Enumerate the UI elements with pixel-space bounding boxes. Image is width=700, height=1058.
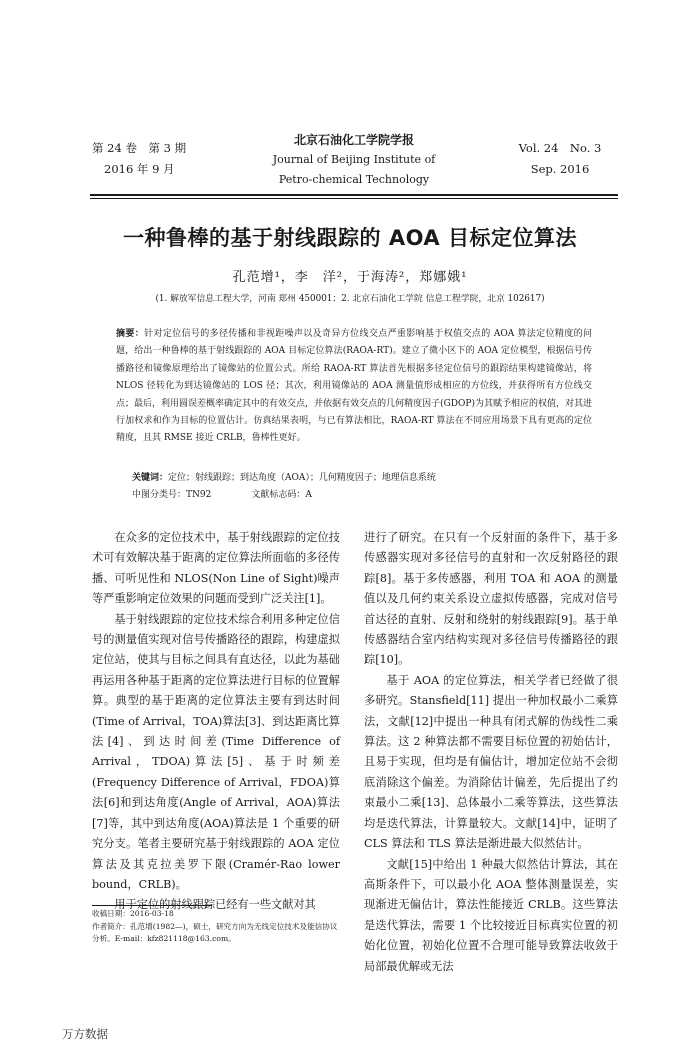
journal-name-cn: 北京石油化工学院学报	[293, 133, 414, 147]
paragraph: 在众多的定位技术中，基于射线跟踪的定位技术可有效解决基于距离的定位算法所面临的多径传播、可听见性和 NLOS(Non Line of Sight)噪声等严重影响定位效果的问题而受到广泛关注[1]。	[92, 531, 340, 606]
journal-issue-right	[505, 138, 615, 180]
paragraph: 用于定位的射线跟踪已经有一些文献对其	[114, 898, 316, 912]
journal-name-en-1: Journal of Beijing Institute of	[272, 153, 436, 166]
paragraph: 基于 AOA 的定位算法，相关学者已经做了很多研究。Stansfield[11] 提出一种加权最小二乘算法，文献[12]中提出一种具有闭式解的伪线性二乘算法。这 2 种算法都不需要目标位置的初始估计，且易于实现，但均是有偏估计，增加定位站不会彻底消除这个偏差。为消除估计偏差，先后提出了约束最小二乘[13]、总体最小二乘等算法，这些算法均是迭代算法，计算量较大。文献[14]中，证明了 CLS 算法和 TLS 算法是渐进最大似然估计。	[364, 673, 618, 851]
source-watermark: 万方数据	[62, 1027, 108, 1041]
date-en: Sep. 2016	[530, 162, 590, 176]
header-rule-thick	[90, 194, 618, 196]
abstract-label: 摘要：	[116, 329, 145, 339]
footnote-rule	[92, 905, 212, 906]
footnote	[92, 908, 342, 946]
abstract	[116, 326, 592, 448]
author-list: 孔范增¹，李 洋²，于海涛²，郑娜娥¹	[232, 270, 468, 285]
volume-en: Vol. 24 No. 3	[518, 141, 602, 155]
affiliation: (1. 解放军信息工程大学，河南 郑州 450001；2. 北京石油化工学院 信息工程学院，北京 102617)	[155, 294, 545, 304]
keywords-label: 关键词：	[132, 473, 169, 483]
keywords	[132, 470, 592, 487]
paragraph: 文献[15]中给出 1 种最大似然估计算法，其在高斯条件下，可以最小化 AOA 整体测量误差，实现渐进无偏估计，算法性能接近 CRLB。这些算法是迭代算法，需要 1 个比较接近目标真实位置的初始化位置，初始化位置不合理可能导致算法收敛于局部最优解或无法	[364, 857, 618, 973]
body-column-right	[364, 528, 618, 977]
paragraph: 基于射线跟踪的定位技术综合利用多种定位信号的测量值实现对信号传播路径的跟踪，构建虚拟定位站，使其与目标之间具有直达径，以此为基础再运用各种基于距离的定位算法进行目标的位置解算。典型的基于距离的定位算法主要有到达时间(Time of Arrival，TOA)算法[3]、到达距离比算法[4]、到达时间差(Time Difference of Arrival，TDOA)算法[5]、基于时频差(Frequency Difference of Arrival，FDOA)算法[6]和到达角度(Angle of Arrival，AOA)算法[7]等，其中到达角度(AOA)算法是 1 个重要的研究分支。笔者主要研究基于射线跟踪的 AOA 定位算法及其克拉美罗下限(Cramér-Rao lower bound，CRLB)。	[92, 612, 340, 891]
journal-name-en-2: Petro-chemical Technology	[278, 173, 430, 186]
clc-number: 中图分类号：TN92	[132, 490, 212, 500]
keywords-text: 定位；射线跟踪；到达角度（AOA）；几何精度因子；地理信息系统	[168, 473, 436, 483]
paragraph: 进行了研究。在只有一个反射面的条件下，基于多传感器实现对多径信号的直射和一次反射路径的跟踪[8]。基于多传感器，利用 TOA 和 AOA 的测量值以及几何约束关系设立虚拟传感器，完成对信号首达径的直射、反射和绕射的射线跟踪[9]。基于单传感器结合室内结构实现对多径信号传播路径的跟踪[10]。	[364, 531, 618, 667]
abstract-text: 针对定位信号的多径传播和非视距噪声以及奇异方位线交点严重影响基于权值交点的 AOA 算法定位精度的问题，给出一种鲁棒的基于射线跟踪的 AOA 目标定位算法(RAOA-RT)。建立了微小区下的 AOA 定位模型，根据信号传播路径和镜像原理给出了镜像站的位置公式。所给 RAOA-RT 算法首先根据多径定位信号的跟踪结果构建镜像站，将 NLOS 径转化为到达镜像站的 LOS 径；其次，利用镜像站的 AOA 测量值形成相应的方位线，并获得所有方位线交点；最后，利用圆误差概率确定其中的有效交点，并依据有效交点的几何精度因子(GDOP)为其赋予相应的权值，对其进行加权求和作为目标的位置估计。仿真结果表明，与已有算法相比，RAOA-RT 算法在不同应用场景下具有更高的定位精度，且其 RMSE 接近 CRLB，鲁棒性更好。	[116, 329, 592, 444]
header-rule-thin	[90, 198, 618, 199]
journal-name	[240, 130, 468, 190]
document-code: 文献标志码：A	[251, 490, 312, 500]
paper-title: 一种鲁棒的基于射线跟踪的 AOA 目标定位算法	[123, 226, 577, 250]
date-cn: 2016 年 9 月	[104, 162, 175, 176]
author-bio: 作者简介：孔范增(1982—)，硕士，研究方向为无线定位技术及能信协议分析。E-mail：kfz821118@163.com。	[92, 921, 338, 943]
received-date: 收稿日期：2016-03-18	[92, 909, 174, 918]
issue-cn: 第 24 卷 第 3 期	[92, 141, 187, 155]
body-column-left	[92, 528, 340, 916]
classification	[132, 487, 592, 504]
journal-issue-left	[92, 138, 186, 180]
